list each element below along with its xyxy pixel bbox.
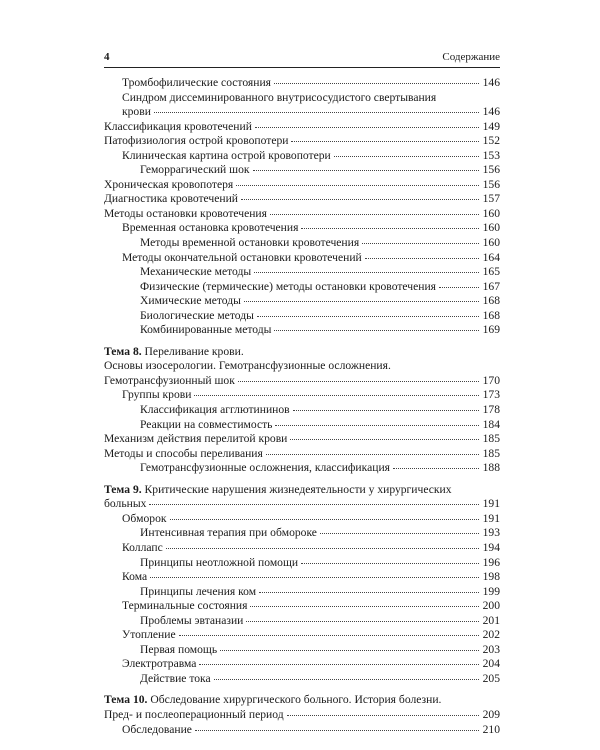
dot-leader [194, 387, 479, 396]
toc-page-number: 205 [482, 671, 500, 685]
toc-entry[interactable] [104, 432, 500, 447]
section-gap [104, 686, 500, 693]
toc-page-number: 160 [482, 236, 500, 250]
toc-entry-title: Гемотрансфузионные осложнения, классификация [140, 461, 390, 475]
toc-entry-title: Действие тока [140, 671, 211, 685]
toc-page-number: 191 [482, 511, 500, 525]
toc-entry[interactable] [104, 614, 500, 629]
topic-title: Переливание крови. [141, 344, 244, 358]
toc-entry-title: Классификация кровотечений [104, 119, 252, 133]
toc-entry[interactable] [104, 120, 500, 135]
toc-entry[interactable] [104, 134, 500, 149]
toc-page-number: 204 [482, 657, 500, 671]
toc-entry[interactable] [104, 149, 500, 164]
toc-entry[interactable] [104, 708, 500, 723]
dot-leader [150, 569, 479, 578]
toc-entry[interactable] [104, 251, 500, 266]
toc-page-number: 196 [482, 555, 500, 569]
toc-entry[interactable] [104, 541, 500, 556]
toc-entry-title: Биологические методы [140, 308, 254, 322]
toc-entry[interactable] [104, 526, 500, 541]
dot-leader [293, 402, 479, 411]
dot-leader [334, 148, 479, 157]
dot-leader [244, 293, 479, 302]
toc-entry[interactable] [104, 599, 500, 614]
toc-entry-title: Хроническая кровопотеря [104, 177, 234, 191]
dot-leader [270, 206, 479, 215]
toc-entry-title: крови [122, 105, 151, 119]
toc-page-number: 201 [482, 613, 500, 627]
toc-page-number: 188 [482, 461, 500, 475]
toc-entry-title: Методы временной остановки кровотечения [140, 236, 360, 250]
toc-entry-title: Тромбофилические состояния [122, 76, 271, 89]
toc-page-number: 185 [482, 446, 500, 460]
toc-entry-title: Геморрагический шок [140, 163, 250, 177]
toc-page-number: 194 [482, 540, 500, 554]
toc-page-number: 210 [482, 722, 500, 736]
toc-entry[interactable] [104, 192, 500, 207]
dot-leader [266, 446, 479, 455]
running-header [104, 50, 500, 66]
toc-page-number: 167 [482, 279, 500, 293]
toc-page-number: 199 [482, 584, 500, 598]
topic-heading [104, 693, 500, 708]
dot-leader [275, 417, 479, 426]
dot-leader [274, 322, 479, 331]
toc-entry-title: Химические методы [140, 294, 241, 308]
toc-entry-title: Терминальные состояния [122, 599, 248, 613]
toc-page-number: 146 [482, 105, 500, 119]
toc-page-number: 170 [482, 373, 500, 387]
toc-entry-title: Электротравма [122, 657, 197, 671]
toc-entry[interactable] [104, 403, 500, 418]
topic-title: Критические нарушения жизнедеятельности у хирургических [141, 482, 452, 496]
toc-entry-title: Принципы лечения ком [140, 584, 257, 598]
toc-page-number: 209 [482, 707, 500, 721]
dot-leader [246, 613, 479, 622]
toc-text-line: Основы изосерологии. Гемотрансфузионные осложнения. [104, 359, 391, 373]
toc-page-number: 168 [482, 294, 500, 308]
topic-number: Тема 8. [104, 344, 142, 358]
section-gap [104, 476, 500, 483]
toc-page-number: 185 [482, 432, 500, 446]
toc-entry-title: Временная остановка кровотечения [122, 221, 299, 235]
toc-entry-title: Диагностика кровотечений [104, 192, 239, 206]
dot-leader [254, 264, 479, 273]
dot-leader [195, 722, 479, 731]
toc-entry[interactable] [104, 512, 500, 527]
dot-leader [301, 555, 479, 564]
dot-leader [274, 75, 479, 84]
toc-entry[interactable] [104, 418, 500, 433]
toc-page-number: 164 [482, 250, 500, 264]
dot-leader [170, 511, 479, 520]
toc-entry-title: Интенсивная терапия при обмороке [140, 526, 317, 540]
toc-page-number: 152 [482, 134, 500, 148]
toc-entry[interactable] [104, 105, 500, 120]
toc-entry[interactable] [104, 556, 500, 571]
toc-page-number: 157 [482, 192, 500, 206]
toc-entry-title: Механизм действия перелитой крови [104, 432, 288, 446]
dot-leader [393, 460, 479, 469]
toc-page-number: 156 [482, 177, 500, 191]
dot-leader [179, 627, 479, 636]
toc-entry-title: Первая помощь [140, 642, 218, 656]
page-number: 4 [104, 51, 110, 63]
section-gap [104, 338, 500, 345]
toc-entry-title: Проблемы эвтаназии [140, 613, 244, 627]
table-of-contents [104, 76, 500, 737]
toc-page-number: 178 [482, 403, 500, 417]
toc-entry[interactable] [104, 221, 500, 236]
toc-entry[interactable] [104, 178, 500, 193]
toc-entry-title: Утопление [122, 628, 176, 642]
toc-entry-title: Обследование [122, 722, 192, 736]
dot-leader [259, 584, 479, 593]
toc-page-number: 160 [482, 221, 500, 235]
dot-leader [236, 177, 479, 186]
dot-leader [250, 598, 479, 607]
dot-leader [199, 656, 479, 665]
toc-entry[interactable] [104, 628, 500, 643]
toc-entry[interactable] [104, 76, 500, 91]
toc-entry[interactable] [104, 163, 500, 178]
toc-entry-title: Реакции на совместимость [140, 417, 273, 431]
toc-entry[interactable] [104, 585, 500, 600]
toc-page-number: 184 [482, 417, 500, 431]
toc-entry-title: больных [104, 497, 147, 511]
toc-entry-title: Обморок [122, 511, 167, 525]
toc-entry[interactable] [104, 309, 500, 324]
toc-page-number: 160 [482, 206, 500, 220]
toc-entry[interactable] [104, 497, 500, 512]
dot-leader [154, 104, 479, 113]
dot-leader [238, 373, 479, 382]
dot-leader [255, 119, 479, 128]
toc-page-number: 200 [482, 599, 500, 613]
toc-entry[interactable] [104, 207, 500, 222]
topic-title: Обследование хирургического больного. История болезни. [147, 693, 442, 707]
dot-leader [241, 191, 479, 200]
toc-entry-title: Комбинированные методы [140, 323, 272, 337]
toc-entry-title: Клиническая картина острой кровопотери [122, 148, 331, 162]
toc-entry[interactable] [104, 643, 500, 658]
toc-entry[interactable] [104, 374, 500, 389]
toc-page-number: 153 [482, 148, 500, 162]
topic-heading [104, 345, 500, 360]
toc-page-number: 191 [482, 497, 500, 511]
toc-page-number: 156 [482, 163, 500, 177]
dot-leader [149, 496, 479, 505]
toc-entry-title: Физические (термические) методы остановки кровотечения [140, 279, 436, 293]
toc-entry[interactable] [104, 723, 500, 738]
toc-text-line: Синдром диссеминированного внутрисосудистого свертывания [122, 90, 437, 104]
toc-entry[interactable] [104, 265, 500, 280]
toc-entry[interactable] [104, 294, 500, 309]
dot-leader [257, 308, 479, 317]
dot-leader [362, 235, 479, 244]
toc-entry-title: Методы и способы переливания [104, 446, 263, 460]
toc-page-number: 198 [482, 570, 500, 584]
running-title: Содержание [442, 51, 500, 63]
toc-entry-title: Коллапс [122, 540, 163, 554]
topic-number: Тема 9. [104, 482, 142, 496]
toc-entry-title: Методы окончательной остановки кровотечений [122, 250, 362, 264]
toc-entry[interactable] [104, 388, 500, 403]
toc-entry[interactable] [104, 236, 500, 251]
toc-entry[interactable] [104, 461, 500, 476]
toc-entry[interactable] [104, 672, 500, 687]
toc-page-number: 146 [482, 76, 500, 89]
dot-leader [287, 707, 479, 716]
dot-leader [291, 133, 479, 142]
toc-page-number: 149 [482, 119, 500, 133]
dot-leader [439, 279, 479, 288]
dot-leader [253, 162, 479, 171]
toc-entry-title: Принципы неотложной помощи [140, 555, 299, 569]
dot-leader [301, 220, 479, 229]
toc-entry-title: Патофизиология острой кровопотери [104, 134, 289, 148]
toc-entry-title: Классификация агглютининов [140, 403, 290, 417]
dot-leader [220, 642, 479, 651]
dot-leader [365, 250, 479, 259]
toc-page-number: 165 [482, 265, 500, 279]
toc-page-number: 193 [482, 526, 500, 540]
toc-entry-title: Механические методы [140, 265, 252, 279]
toc-page-number: 169 [482, 323, 500, 337]
topic-number: Тема 10. [104, 693, 148, 707]
topic-heading [104, 483, 500, 498]
dot-leader [214, 671, 479, 680]
toc-entry[interactable] [104, 447, 500, 462]
dot-leader [166, 540, 479, 549]
dot-leader [290, 431, 479, 440]
toc-page-number: 203 [482, 642, 500, 656]
toc-entry[interactable] [104, 323, 500, 338]
toc-page-number: 168 [482, 308, 500, 322]
toc-entry-title: Гемотрансфузионный шок [104, 373, 235, 387]
toc-page-number: 173 [482, 388, 500, 402]
toc-entry-title: Пред- и послеоперационный период [104, 707, 284, 721]
toc-entry-title: Кома [122, 570, 148, 584]
toc-entry-title: Методы остановки кровотечения [104, 206, 267, 220]
toc-page-number: 202 [482, 628, 500, 642]
toc-entry-title: Группы крови [122, 388, 192, 402]
toc-entry[interactable] [104, 280, 500, 295]
toc-entry[interactable] [104, 657, 500, 672]
dot-leader [320, 525, 479, 534]
header-rule [104, 67, 500, 68]
toc-entry[interactable] [104, 570, 500, 585]
